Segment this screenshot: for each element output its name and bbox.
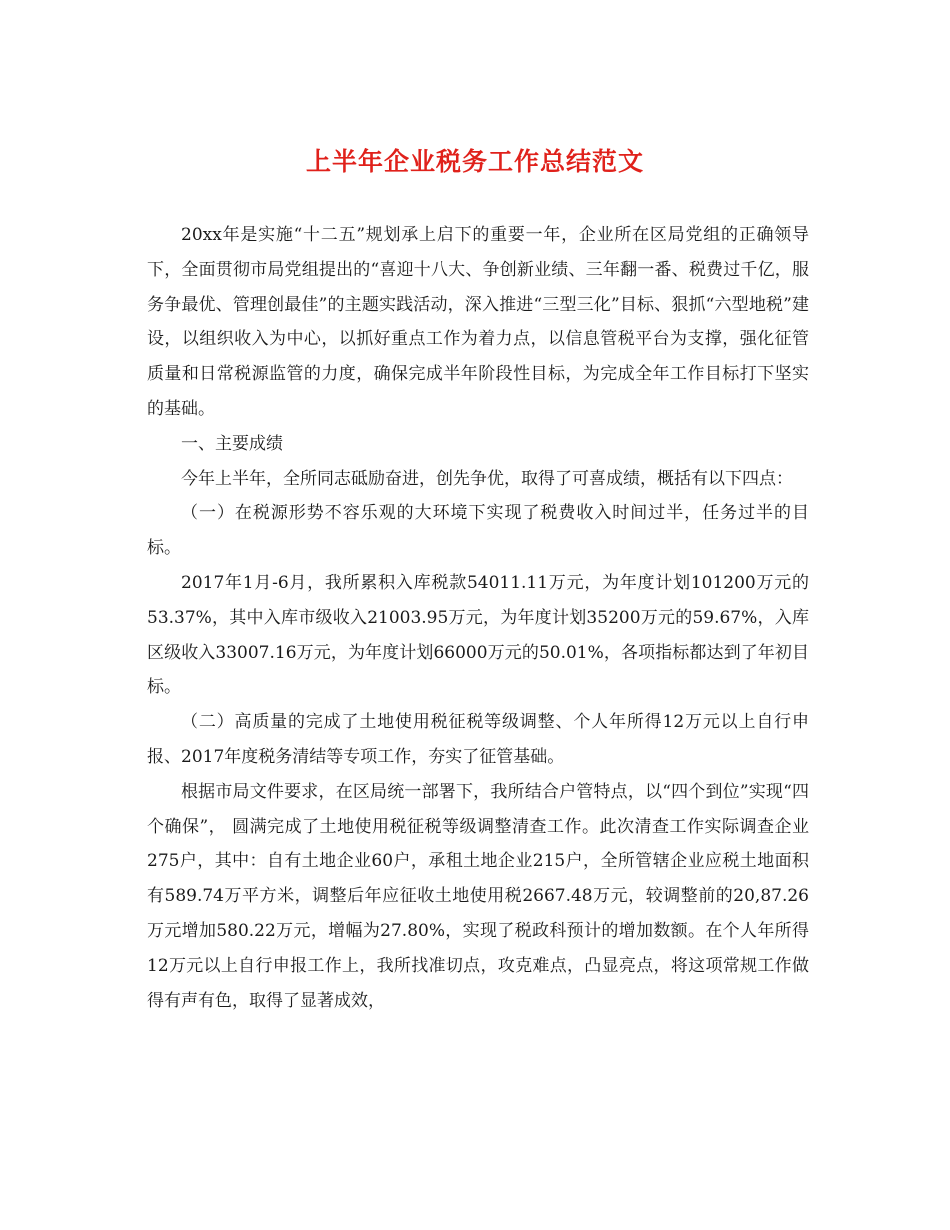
document-body [147,218,809,1018]
document-title: 上半年企业税务工作总结范文 [305,147,644,176]
subheading-two: （二）高质量的完成了土地使用税征税等级调整、个人年所得12万元以上自行申报、2017年度税务清结等专项工作，夯实了征管基础。 [147,712,809,767]
paragraph-intro: 20xx年是实施“十二五”规划承上启下的重要一年，企业所在区局党组的正确领导下，全面贯彻市局党组提出的“喜迎十八大、争创新业绩、三年翻一番、税费过千亿，服务争最优、管理创最佳”的主题实践活动，深入推进“三型三化”目标、狠抓“六型地税”建设，以组织收入为中心，以抓好重点工作为着力点，以信息管税平台为支撑，强化征管质量和日常税源监管的力度，确保完成半年阶段性目标，为完成全年工作目标打下坚实的基础。 [147,225,809,419]
paragraph-land-tax: 根据市局文件要求，在区局统一部署下，我所结合户管特点，以“四个到位”实现“四个确保”， 圆满完成了土地使用税征税等级调整清查工作。此次清查工作实际调查企业275户，其中：自有土地企业60户，承租土地企业215户，全所管辖企业应税土地面积有589.74万平方米，调整后年应征收土地使用税2667.48万元，较调整前的20,87.26万元增加580.22万元，增幅为27.80%，实现了税政科预计的增加数额。在个人年所得12万元以上自行申报工作上，我所找准切点，攻克难点，凸显亮点，将这项常规工作做得有声有色，取得了显著成效， [147,781,809,1011]
section-heading-main-achievements: 一、主要成绩 [181,433,283,454]
paragraph-summary: 今年上半年，全所同志砥励奋进，创先争优，取得了可喜成绩，概括有以下四点： [181,468,793,489]
subheading-one: （一）在税源形势不容乐观的大环境下实现了税费收入时间过半，任务过半的目标。 [147,503,809,559]
paragraph-revenue-figures: 2017年1月-6月，我所累积入库税款54011.11万元，为年度计划101200万元的53.37%，其中入库市级收入21003.95万元，为年度计划35200万元的59.67%，入库区级收入33007.16万元，为年度计划66000万元的50.01%，各项指标都达到了年初目标。 [147,572,809,698]
